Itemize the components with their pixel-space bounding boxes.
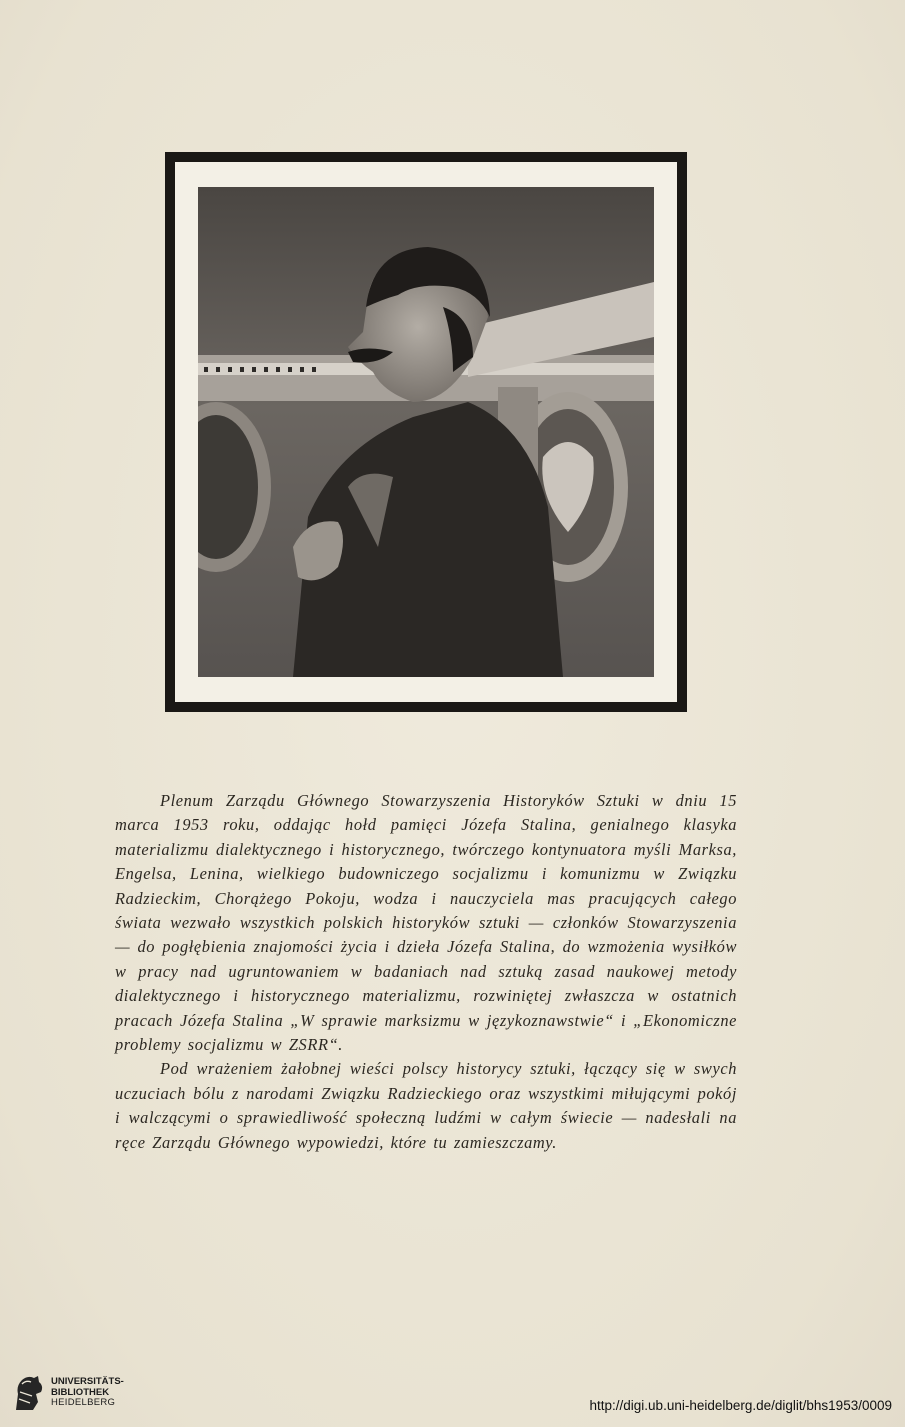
library-logo — [8, 1372, 124, 1414]
portrait-photo — [198, 187, 654, 677]
library-name-line1: UNIVERSITÄTS- — [51, 1376, 124, 1388]
library-name-line2: BIBLIOTHEK — [51, 1386, 110, 1398]
paragraph-2: Pod wrażeniem żałobnej wieści polscy historycy sztuki, łączący się w swych uczuciach bólu z narodami Związku Radzieckiego oraz wszystkimi miłującymi pokój i walczącymi o sprawiedliwość społeczną ludźmi w całym świecie — nadesłali na ręce Zarządu Głównego wypowiedzi, które tu zamieszczamy. — [115, 1059, 737, 1152]
paragraph-1: Plenum Zarządu Głównego Stowarzyszenia Historyków Sztuki w dniu 15 marca 1953 roku, oddając hołd pamięci Józefa Stalina, genialnego klasyka materializmu dialektycznego i historycznego, twórczego kontynuatora myśli Marksa, Engelsa, Lenina, wielkiego budowniczego socjalizmu i komunizmu w Związku Radzieckim, Chorążego Pokoju, wodza i nauczyciela mas pracujących całego świata wezwało wszystkich polskich historyków sztuki — członków Stowarzyszenia — do pogłębienia znajomości życia i dzieła Józefa Stalina, do wzmożenia wysiłków w pracy nad ugruntowaniem w badaniach nad sztuką zasad naukowej metody dialektycznego i historycznego materializmu, rozwiniętej zwłaszcza w ostatnich pracach Józefa Stalina „W sprawie marksizmu w językoznawstwie“ i „Ekonomiczne problemy socjalizmu w ZSRR“. — [115, 791, 737, 1055]
caption-text — [115, 789, 737, 1155]
heidelberg-lion-icon — [8, 1372, 48, 1414]
library-name — [51, 1377, 124, 1409]
library-name-line3: HEIDELBERG — [51, 1397, 116, 1409]
portrait-photo-image — [198, 187, 654, 677]
portrait-frame — [165, 152, 687, 712]
source-url[interactable]: http://digi.ub.uni-heidelberg.de/diglit/bhs1953/0009 — [589, 1398, 892, 1413]
portrait-mat — [175, 162, 677, 702]
